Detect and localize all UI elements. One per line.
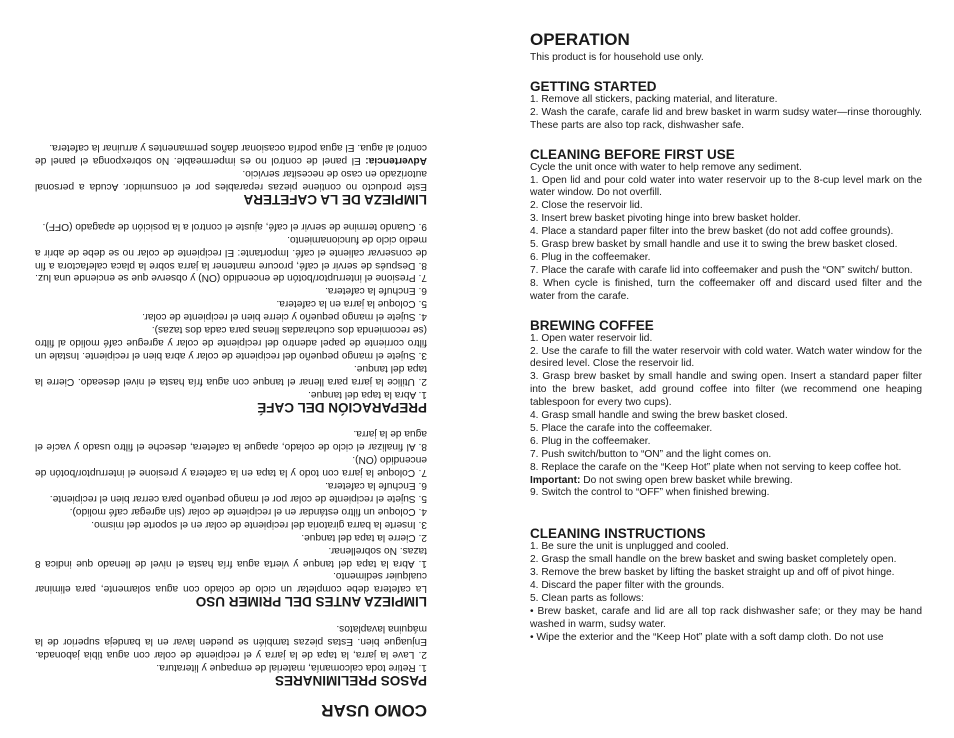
left-line: 8. Después de servir el café, procure mantener la jarra sobre la placa calefactora a fin de conservar caliente el café. Importante: El recipiente de colar no se debe de abrir a medio ciclo de funcionamiento.	[35, 233, 427, 271]
instruction-line: • Wipe the exterior and the “Keep Hot” plate with a soft damp cloth. Do not use	[530, 631, 884, 643]
left-line: La cafetera debe completar un ciclo de colado con agua solamente, para eliminar cualquier sedimento.	[35, 570, 427, 595]
warning-text: El panel de control no es impermeable. No sobrexponga el panel de control al agua. El agua podría ocasionar daños permanentes y arruinar la cafetera.	[35, 142, 427, 167]
left-line: 5. Coloque la jarra en la cafetera.	[276, 298, 427, 310]
left-section-limpieza-primer-uso	[35, 427, 427, 610]
left-line: 6. Enchufe la cafetera.	[325, 285, 427, 297]
left-section-preparacion	[35, 219, 427, 415]
left-line: 3. Inserte la barra giratoria del recipiente de colar en el soporte del mismo.	[91, 518, 427, 530]
instruction-line: 8. Replace the carafe on the “Keep Hot” plate when not serving to keep coffee hot.	[530, 461, 902, 473]
instruction-line: 8. When cycle is finished, turn the coffeemaker off and discard used filter and the water from the carafe.	[530, 277, 922, 302]
left-line: 2. Lave la jarra, la tapa de la jarra y el recipiente de colar con agua tibia jabonada. Enjuague bien. Estas piezas también se pueden lavar en la bandeja superior de la máquina lavaplatos.	[35, 623, 427, 661]
left-line: 8. Al finalizar el ciclo de colado, apague la cafetera, deseche el filtro usado y vacíe el agua de la jarra.	[35, 428, 427, 453]
instruction-line: 4. Discard the paper filter with the grounds.	[530, 580, 725, 592]
section-getting-started	[530, 79, 922, 133]
left-warning	[35, 140, 427, 166]
section-cleaning-instructions	[530, 526, 922, 644]
left-line: 4. Sujete el mango pequeño y cierre bien el recipiente de colar.	[142, 311, 427, 323]
instruction-line: 1. Open water reservoir lid.	[530, 332, 653, 344]
instruction-line: 1. Open lid and pour cold water into water reservoir up to the 8-cup level mark on the water window. Do not overfill.	[530, 174, 922, 199]
left-line: Este producto no contiene piezas reparables por el consumidor. Acuda a personal autorizado en caso de necesitar servicio.	[35, 168, 427, 192]
important-note	[530, 475, 922, 488]
left-line: 1. Abra la tapa del tanque.	[308, 388, 427, 400]
left-line: 1. Retire toda calcomanía, material de empaque y literatura.	[156, 662, 427, 673]
instruction-line: 2. Use the carafe to fill the water reservoir with cold water. Watch water window for the desired level. Close the reservoir lid.	[530, 345, 922, 370]
left-line: 6. Enchufe la cafetera.	[325, 480, 427, 492]
instruction-line: 5. Grasp brew basket by small handle and use it to swing the brew basket closed.	[530, 239, 898, 251]
left-section-heading: PASOS PRELIMINARES	[274, 673, 427, 688]
left-line: 2. Cierre la tapa del tanque.	[301, 531, 427, 543]
instruction-line: 5. Place the carafe into the coffeemaker.	[530, 422, 713, 434]
instruction-line: Cycle the unit once with water to help remove any sediment.	[530, 161, 802, 173]
page-subtitle: This product is for household use only.	[530, 52, 704, 63]
instruction-line: 1. Remove all stickers, packing material, and literature.	[530, 93, 778, 105]
section-heading: BREWING COFFEE	[530, 317, 654, 333]
left-section-preliminares	[35, 621, 427, 688]
instruction-line: 4. Grasp small handle and swing the brew basket closed.	[530, 410, 788, 422]
instruction-line: 2. Grasp the small handle on the brew basket and swing basket completely open.	[530, 554, 897, 566]
page-title: OPERATION	[530, 30, 630, 49]
instruction-line: 5. Clean parts as follows:	[530, 593, 644, 604]
important-text: Do not swing open brew basket while brewing.	[580, 474, 793, 486]
left-line: 5. Sujete el recipiente de colar por el mango pequeño para cerrar bien el recipiente.	[49, 493, 427, 505]
left-title: COMO USAR	[321, 701, 427, 720]
left-section-heading: PREPARACIÓN DEL CAFÉ	[257, 399, 427, 415]
instruction-line: 6. Plug in the coffeemaker.	[530, 251, 651, 263]
instruction-line: 7. Place the carafe with carafe lid into coffeemaker and push the “ON” switch/ button.	[530, 264, 913, 276]
instruction-line: 7. Push switch/button to “ON” and the light comes on.	[530, 448, 772, 460]
left-section-limpieza-cafetera	[35, 140, 427, 207]
section-cleaning-before-first-use	[530, 147, 922, 304]
instruction-line: 3. Insert brew basket pivoting hinge into brew basket holder.	[530, 213, 801, 225]
section-brewing-coffee	[530, 318, 922, 501]
left-line: 2. Utilice la jarra para llenar el tanque con agua fría hasta el nivel deseado. Cierre la tapa del tanque.	[35, 362, 427, 387]
left-line: 9. Cuando termine de servir el café, ajuste el control a la posición de apagado (OFF).	[42, 220, 427, 232]
left-line: 1. Abra la tapa del tanque y vierta agua fría hasta el nivel de llenado que indica 8 tazas. No sobrellenar.	[35, 544, 427, 569]
left-line: 7. Coloque la jarra con todo y la tapa en la cafetera y presione el interruptor/botón de encendido (ON).	[35, 454, 427, 479]
warning-label: Advertencia:	[365, 155, 427, 167]
instruction-line: 2. Wash the carafe, carafe lid and brew basket in warm sudsy water—rinse thoroughly. These parts are also top rack, dishwasher safe.	[530, 106, 922, 131]
instruction-line: 6. Plug in the coffeemaker.	[530, 435, 651, 447]
instruction-line: 9. Switch the control to “OFF” when finished brewing.	[530, 487, 770, 499]
instruction-line: 2. Close the reservoir lid.	[530, 200, 643, 212]
left-section-heading: LIMPIEZA ANTES DEL PRIMER USO	[195, 594, 427, 610]
english-column	[530, 30, 922, 645]
instruction-line: 1. Be sure the unit is unplugged and cooled.	[530, 541, 729, 553]
instruction-line: 3. Remove the brew basket by lifting the basket straight up and off of pivot hinge.	[530, 567, 895, 579]
instruction-line: • Brew basket, carafe and lid are all top rack dishwasher safe; or they may be hand washed in warm, sudsy water.	[530, 605, 922, 630]
section-heading: GETTING STARTED	[530, 78, 657, 94]
section-heading: CLEANING INSTRUCTIONS	[530, 526, 706, 542]
left-line: 3. Sujete el mango pequeño del recipiente de colar y abra bien el recipiente. Instale un filtro corriente de papel adentro del recipiente de colar y agregue café molido al filtro (se recomienda dos cucharadas llenas para cada dos tazas).	[35, 324, 427, 361]
left-section-heading: LIMPIEZA DE LA CAFETERA	[243, 191, 427, 207]
section-heading: CLEANING BEFORE FIRST USE	[530, 146, 735, 162]
important-label: Important:	[530, 474, 581, 486]
spanish-column-upside-down	[35, 40, 427, 720]
instruction-line: 4. Place a standard paper filter into the brew basket (do not add coffee grounds).	[530, 226, 894, 238]
left-line: 7. Presione el interruptor/botón de encendido (ON) y observe que se enciende una luz.	[35, 272, 427, 284]
left-line: 4. Coloque un filtro estándar en el recipiente de colar (sin agregar café molido).	[69, 505, 427, 517]
instruction-line: 3. Grasp brew basket by small handle and swing open. Insert a standard paper filter into the brew basket, add ground coffee into filter (we recommend one heaping tablespoon for every two cups).	[530, 371, 922, 409]
